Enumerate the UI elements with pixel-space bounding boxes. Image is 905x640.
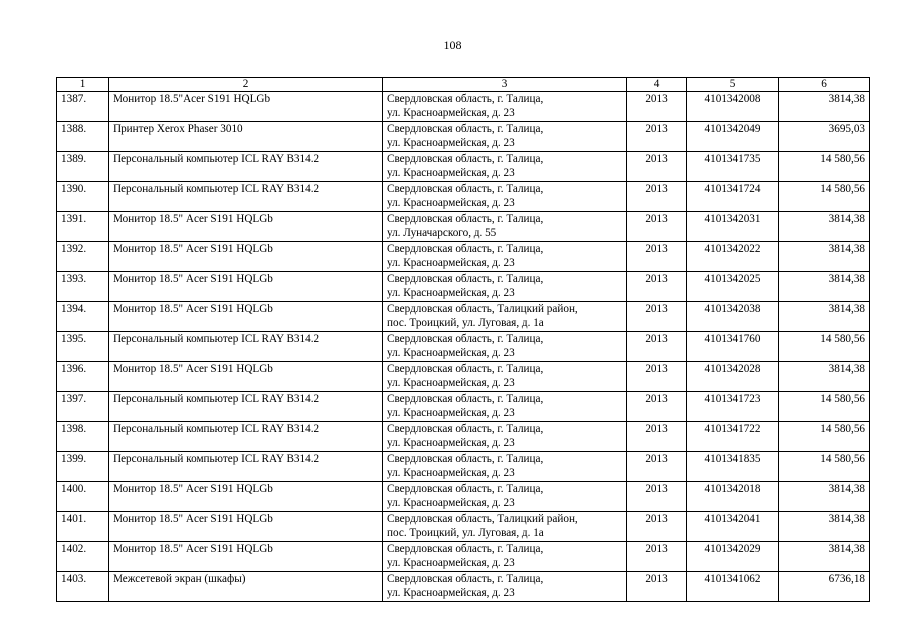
cell-inventory-number: 4101342049: [687, 122, 779, 152]
cell-inventory-number: 4101342041: [687, 512, 779, 542]
cell-number: 1400.: [57, 482, 109, 512]
cell-inventory-number: 4101342022: [687, 242, 779, 272]
table-row: [57, 122, 870, 152]
column-header-3: 3: [383, 78, 627, 92]
table-row: [57, 332, 870, 362]
cell-number: 1403.: [57, 572, 109, 602]
cell-inventory-number: 4101341735: [687, 152, 779, 182]
address-line-2: ул. Красноармейская, д. 23: [387, 197, 515, 209]
cell-cost: 3814,38: [779, 542, 870, 572]
address-line-2: ул. Красноармейская, д. 23: [387, 377, 515, 389]
cell-cost: 14 580,56: [779, 422, 870, 452]
column-header-5: 5: [687, 78, 779, 92]
address-line-2: ул. Луначарского, д. 55: [387, 227, 497, 239]
address-line-2: пос. Троицкий, ул. Луговая, д. 1а: [387, 317, 544, 329]
cell-cost: 3814,38: [779, 92, 870, 122]
cell-number: 1397.: [57, 392, 109, 422]
cell-item-name: Персональный компьютер ICL RAY B314.2: [109, 422, 383, 452]
cell-address: [383, 92, 627, 122]
address-line-1: Свердловская область, г. Талица,: [387, 243, 544, 255]
address-line-2: ул. Красноармейская, д. 23: [387, 557, 515, 569]
cell-item-name: Монитор 18.5" Acer S191 HQLGb: [109, 302, 383, 332]
table-row: [57, 92, 870, 122]
cell-inventory-number: 4101341723: [687, 392, 779, 422]
cell-number: 1394.: [57, 302, 109, 332]
cell-inventory-number: 4101342018: [687, 482, 779, 512]
table-body: [57, 92, 870, 602]
cell-address: [383, 512, 627, 542]
address-line-1: Свердловская область, г. Талица,: [387, 213, 544, 225]
address-line-2: ул. Красноармейская, д. 23: [387, 167, 515, 179]
cell-address: [383, 422, 627, 452]
cell-year: 2013: [627, 272, 687, 302]
page-number: 108: [443, 38, 462, 52]
cell-item-name: Персональный компьютер ICL RAY B314.2: [109, 182, 383, 212]
cell-item-name: Монитор 18.5" Acer S191 HQLGb: [109, 362, 383, 392]
cell-year: 2013: [627, 572, 687, 602]
cell-cost: 3814,38: [779, 242, 870, 272]
address-line-2: ул. Красноармейская, д. 23: [387, 437, 515, 449]
table-row: [57, 482, 870, 512]
cell-item-name: Монитор 18.5" Acer S191 HQLGb: [109, 512, 383, 542]
table-row: [57, 242, 870, 272]
cell-address: [383, 122, 627, 152]
cell-address: [383, 212, 627, 242]
address-line-2: ул. Красноармейская, д. 23: [387, 107, 515, 119]
column-header-6: 6: [779, 78, 870, 92]
address-line-1: Свердловская область, г. Талица,: [387, 393, 544, 405]
cell-year: 2013: [627, 512, 687, 542]
column-header-2: 2: [109, 78, 383, 92]
cell-item-name: Принтер Xerox Phaser 3010: [109, 122, 383, 152]
cell-number: 1389.: [57, 152, 109, 182]
cell-number: 1387.: [57, 92, 109, 122]
cell-cost: 3814,38: [779, 302, 870, 332]
cell-inventory-number: 4101341760: [687, 332, 779, 362]
table-row: [57, 212, 870, 242]
address-line-2: ул. Красноармейская, д. 23: [387, 257, 515, 269]
cell-address: [383, 392, 627, 422]
cell-year: 2013: [627, 302, 687, 332]
table-row: [57, 152, 870, 182]
cell-year: 2013: [627, 182, 687, 212]
address-line-1: Свердловская область, г. Талица,: [387, 363, 544, 375]
address-line-1: Свердловская область, г. Талица,: [387, 573, 544, 585]
address-line-1: Свердловская область, г. Талица,: [387, 543, 544, 555]
table-row: [57, 422, 870, 452]
table-row: [57, 302, 870, 332]
cell-address: [383, 242, 627, 272]
cell-item-name: Монитор 18.5"Acer S191 HQLGb: [109, 92, 383, 122]
cell-cost: 14 580,56: [779, 452, 870, 482]
table-row: [57, 512, 870, 542]
cell-address: [383, 482, 627, 512]
table-row: [57, 272, 870, 302]
cell-address: [383, 272, 627, 302]
cell-item-name: Монитор 18.5" Acer S191 HQLGb: [109, 482, 383, 512]
cell-address: [383, 152, 627, 182]
address-line-1: Свердловская область, г. Талица,: [387, 423, 544, 435]
cell-number: 1398.: [57, 422, 109, 452]
address-line-1: Свердловская область, Талицкий район,: [387, 303, 578, 315]
cell-inventory-number: 4101341062: [687, 572, 779, 602]
cell-item-name: Монитор 18.5" Acer S191 HQLGb: [109, 212, 383, 242]
address-line-1: Свердловская область, г. Талица,: [387, 123, 544, 135]
cell-cost: 3814,38: [779, 482, 870, 512]
cell-year: 2013: [627, 422, 687, 452]
table-header: [57, 78, 870, 92]
cell-inventory-number: 4101342038: [687, 302, 779, 332]
cell-address: [383, 542, 627, 572]
address-line-1: Свердловская область, г. Талица,: [387, 483, 544, 495]
cell-address: [383, 182, 627, 212]
column-header-1: 1: [57, 78, 109, 92]
address-line-1: Свердловская область, г. Талица,: [387, 153, 544, 165]
cell-year: 2013: [627, 392, 687, 422]
cell-cost: 3814,38: [779, 362, 870, 392]
address-line-1: Свердловская область, Талицкий район,: [387, 513, 578, 525]
header-row: [57, 78, 870, 92]
cell-number: 1388.: [57, 122, 109, 152]
cell-cost: 3814,38: [779, 512, 870, 542]
address-line-1: Свердловская область, г. Талица,: [387, 453, 544, 465]
cell-cost: 3814,38: [779, 272, 870, 302]
cell-cost: 14 580,56: [779, 392, 870, 422]
cell-inventory-number: 4101341835: [687, 452, 779, 482]
cell-number: 1395.: [57, 332, 109, 362]
cell-year: 2013: [627, 242, 687, 272]
cell-number: 1393.: [57, 272, 109, 302]
cell-address: [383, 362, 627, 392]
table-row: [57, 572, 870, 602]
cell-year: 2013: [627, 212, 687, 242]
cell-item-name: Монитор 18.5" Acer S191 HQLGb: [109, 242, 383, 272]
cell-number: 1390.: [57, 182, 109, 212]
cell-number: 1391.: [57, 212, 109, 242]
cell-inventory-number: 4101342031: [687, 212, 779, 242]
address-line-2: ул. Красноармейская, д. 23: [387, 497, 515, 509]
cell-cost: 14 580,56: [779, 152, 870, 182]
cell-year: 2013: [627, 452, 687, 482]
cell-number: 1392.: [57, 242, 109, 272]
cell-item-name: Монитор 18.5" Acer S191 HQLGb: [109, 542, 383, 572]
cell-number: 1399.: [57, 452, 109, 482]
property-registry-table: [56, 77, 870, 602]
cell-year: 2013: [627, 362, 687, 392]
cell-address: [383, 452, 627, 482]
cell-item-name: Межсетевой экран (шкафы): [109, 572, 383, 602]
address-line-2: ул. Красноармейская, д. 23: [387, 347, 515, 359]
cell-number: 1401.: [57, 512, 109, 542]
cell-inventory-number: 4101342029: [687, 542, 779, 572]
address-line-1: Свердловская область, г. Талица,: [387, 183, 544, 195]
cell-cost: 3814,38: [779, 212, 870, 242]
cell-address: [383, 572, 627, 602]
cell-year: 2013: [627, 152, 687, 182]
cell-address: [383, 302, 627, 332]
cell-cost: 14 580,56: [779, 182, 870, 212]
cell-inventory-number: 4101341722: [687, 422, 779, 452]
cell-year: 2013: [627, 92, 687, 122]
cell-inventory-number: 4101342025: [687, 272, 779, 302]
cell-item-name: Монитор 18.5" Acer S191 HQLGb: [109, 272, 383, 302]
cell-number: 1402.: [57, 542, 109, 572]
cell-item-name: Персональный компьютер ICL RAY B314.2: [109, 332, 383, 362]
cell-year: 2013: [627, 482, 687, 512]
cell-number: 1396.: [57, 362, 109, 392]
cell-item-name: Персональный компьютер ICL RAY B314.2: [109, 152, 383, 182]
cell-address: [383, 332, 627, 362]
table-row: [57, 392, 870, 422]
table-row: [57, 362, 870, 392]
table-row: [57, 182, 870, 212]
cell-cost: 3695,03: [779, 122, 870, 152]
address-line-2: ул. Красноармейская, д. 23: [387, 467, 515, 479]
cell-cost: 14 580,56: [779, 332, 870, 362]
address-line-1: Свердловская область, г. Талица,: [387, 333, 544, 345]
address-line-2: ул. Красноармейская, д. 23: [387, 287, 515, 299]
address-line-2: ул. Красноармейская, д. 23: [387, 137, 515, 149]
cell-inventory-number: 4101342028: [687, 362, 779, 392]
cell-item-name: Персональный компьютер ICL RAY B314.2: [109, 452, 383, 482]
table-row: [57, 452, 870, 482]
cell-item-name: Персональный компьютер ICL RAY B314.2: [109, 392, 383, 422]
cell-inventory-number: 4101342008: [687, 92, 779, 122]
address-line-1: Свердловская область, г. Талица,: [387, 273, 544, 285]
cell-inventory-number: 4101341724: [687, 182, 779, 212]
address-line-2: ул. Красноармейская, д. 23: [387, 587, 515, 599]
address-line-2: пос. Троицкий, ул. Луговая, д. 1а: [387, 527, 544, 539]
cell-cost: 6736,18: [779, 572, 870, 602]
cell-year: 2013: [627, 122, 687, 152]
column-header-4: 4: [627, 78, 687, 92]
address-line-1: Свердловская область, г. Талица,: [387, 93, 544, 105]
cell-year: 2013: [627, 542, 687, 572]
address-line-2: ул. Красноармейская, д. 23: [387, 407, 515, 419]
cell-year: 2013: [627, 332, 687, 362]
table-row: [57, 542, 870, 572]
